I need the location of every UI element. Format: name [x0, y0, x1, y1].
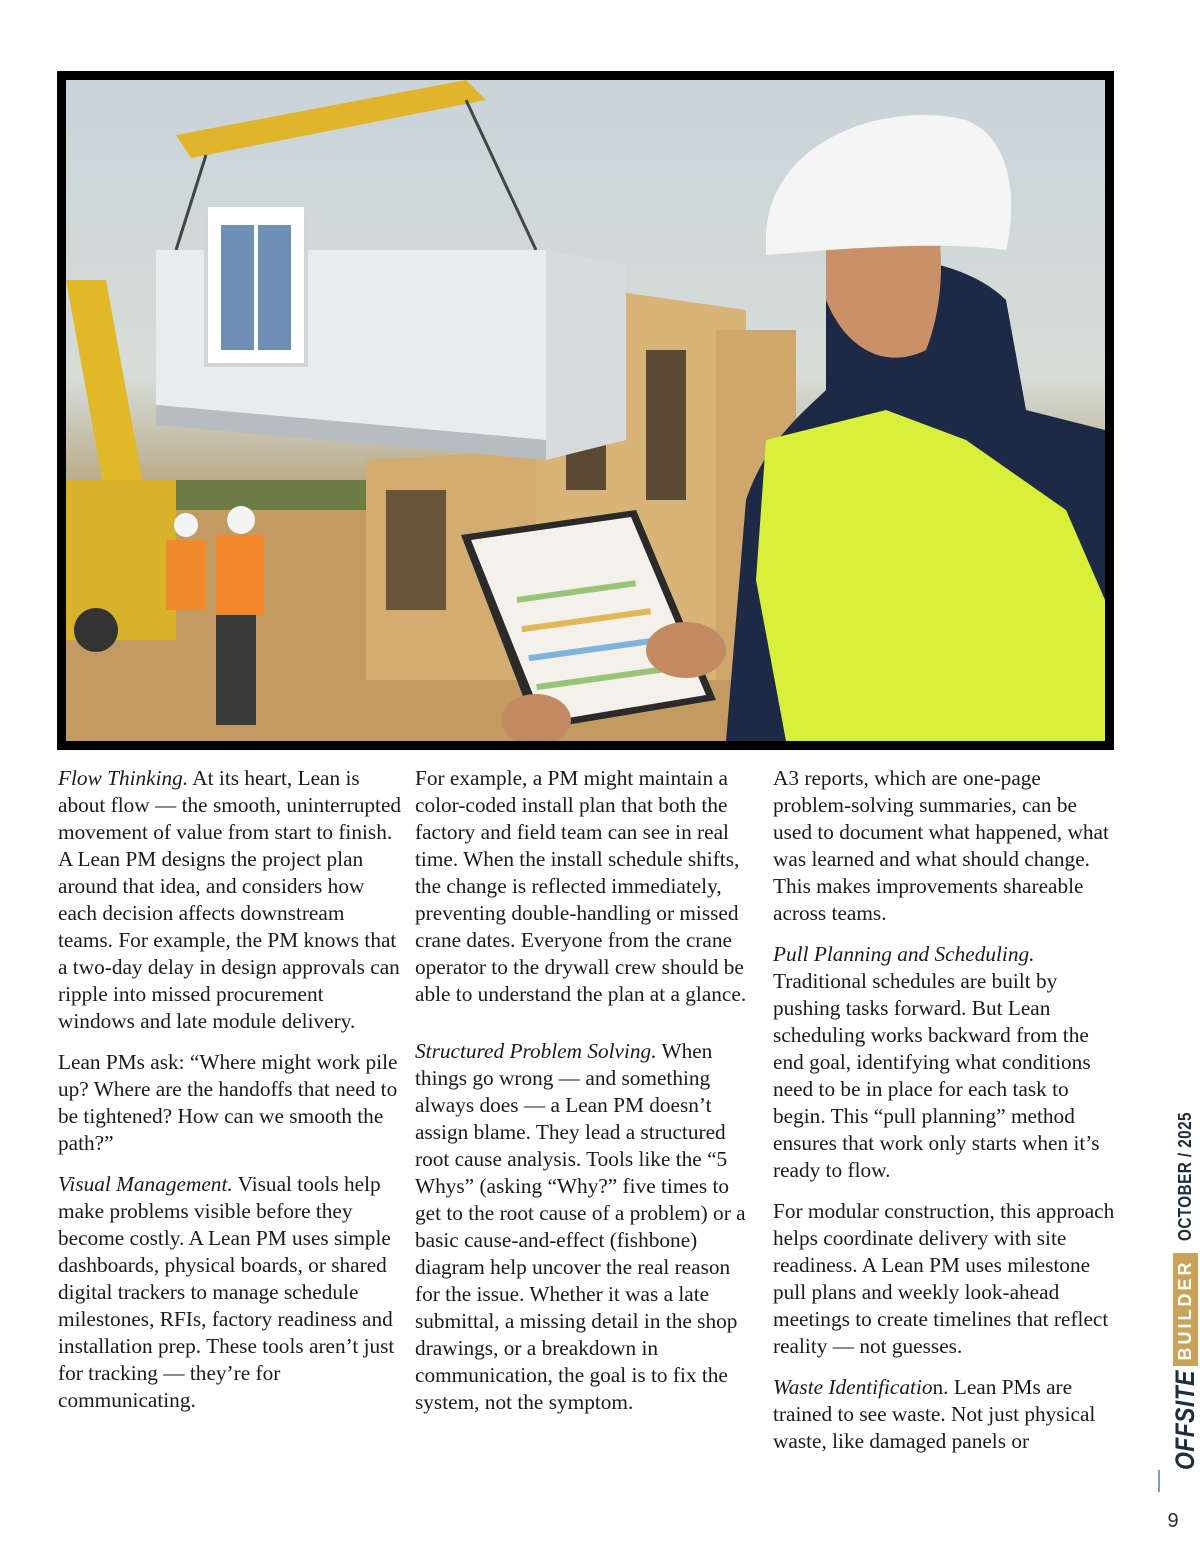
section-lead: Visual Management. — [58, 1172, 233, 1196]
brand-builder: BUILDER — [1173, 1254, 1198, 1367]
paragraph-text: Visual tools help make problems visible before they become costly. A Lean PM uses simple dashboards, physical boards, or shared digital trackers to manage schedule milestones, RFIs, factory readiness and installation prep. These tools aren’t just for tracking — they’re for communicating. — [58, 1172, 395, 1412]
paragraph-text: n. Lean PMs are trained to see waste. Not just physical waste, like damaged panels or — [773, 1375, 1096, 1453]
paragraph — [58, 1171, 403, 1414]
paragraph-text: For modular construction, this approach helps coordinate delivery with site readiness. A Lean PM uses milestone pull plans and weekly look-ahead meetings to create timelines that reflect reality — not guesses. — [773, 1199, 1115, 1358]
page-number: 9 — [1167, 1510, 1179, 1532]
paragraph — [773, 941, 1118, 1184]
paragraph — [773, 765, 1118, 927]
paragraph — [58, 765, 403, 1035]
article-column-3 — [773, 765, 1118, 1469]
paragraph — [415, 765, 760, 1008]
paragraph-text: When things go wrong — and something always does — a Lean PM doesn’t assign blame. They lead a structured root cause analysis. Tools like the “5 Whys” (asking “Why?” five times to get to the root cause of a problem) or a basic cause-and-effect (fishbone) diagram help uncover the real reason for the issue. Whether it was a late submittal, a missing detail in the shop drawings, or a breakdown in communication, the goal is to fix the system, not the symptom. — [415, 1039, 746, 1414]
section-lead: Waste Identificatio — [773, 1375, 933, 1399]
paragraph — [58, 1049, 403, 1157]
article-column-1 — [58, 765, 403, 1428]
brand-offsite: OFFSITE — [1169, 1370, 1200, 1470]
sidebar-branding — [1138, 1112, 1200, 1470]
paragraph-text: At its heart, Lean is about flow — the smooth, uninterrupted movement of value from start to finish. A Lean PM designs the project plan around that idea, and considers how each decision affects downstream teams. For example, the PM knows that a two-day delay in design approvals can ripple into missed procurement windows and late module delivery. — [58, 766, 402, 1033]
section-lead: Flow Thinking. — [58, 766, 189, 790]
paragraph-text: For example, a PM might maintain a color-coded install plan that both the factory and field team can see in real time. When the install schedule shifts, the change is reflected immediately, preventing double-handling or missed crane dates. Everyone from the crane operator to the drywall crew should be able to understand the plan at a glance. — [415, 766, 747, 1006]
paragraph — [773, 1198, 1118, 1360]
construction-photo-icon — [66, 80, 1105, 741]
sidebar-divider — [1158, 1470, 1160, 1492]
photo-frame — [57, 71, 1114, 750]
paragraph-text: Lean PMs ask: “Where might work pile up? Where are the handoffs that need to be tightened? How can we smooth the path?” — [58, 1050, 398, 1155]
issue-date: OCTOBER / 2025 — [1174, 1112, 1195, 1242]
section-lead: Pull Planning and Scheduling. — [773, 942, 1035, 966]
paragraph-text: A3 reports, which are one-page problem-solving summaries, can be used to document what happened, what was learned and what should change. This makes improvements shareable across teams. — [773, 766, 1109, 925]
construction-photo — [66, 80, 1105, 741]
sidebar-masthead — [1168, 1090, 1200, 1470]
section-lead: Structured Problem Solving. — [415, 1039, 657, 1063]
paragraph-text: Traditional schedules are built by pushing tasks forward. But Lean scheduling works backward from the end goal, identifying what conditions need to be in place for each task to begin. This “pull planning” method ensures that work only starts when it’s ready to flow. — [773, 969, 1100, 1182]
paragraph — [773, 1374, 1118, 1455]
article-column-2 — [415, 765, 760, 1430]
paragraph — [415, 1038, 760, 1416]
